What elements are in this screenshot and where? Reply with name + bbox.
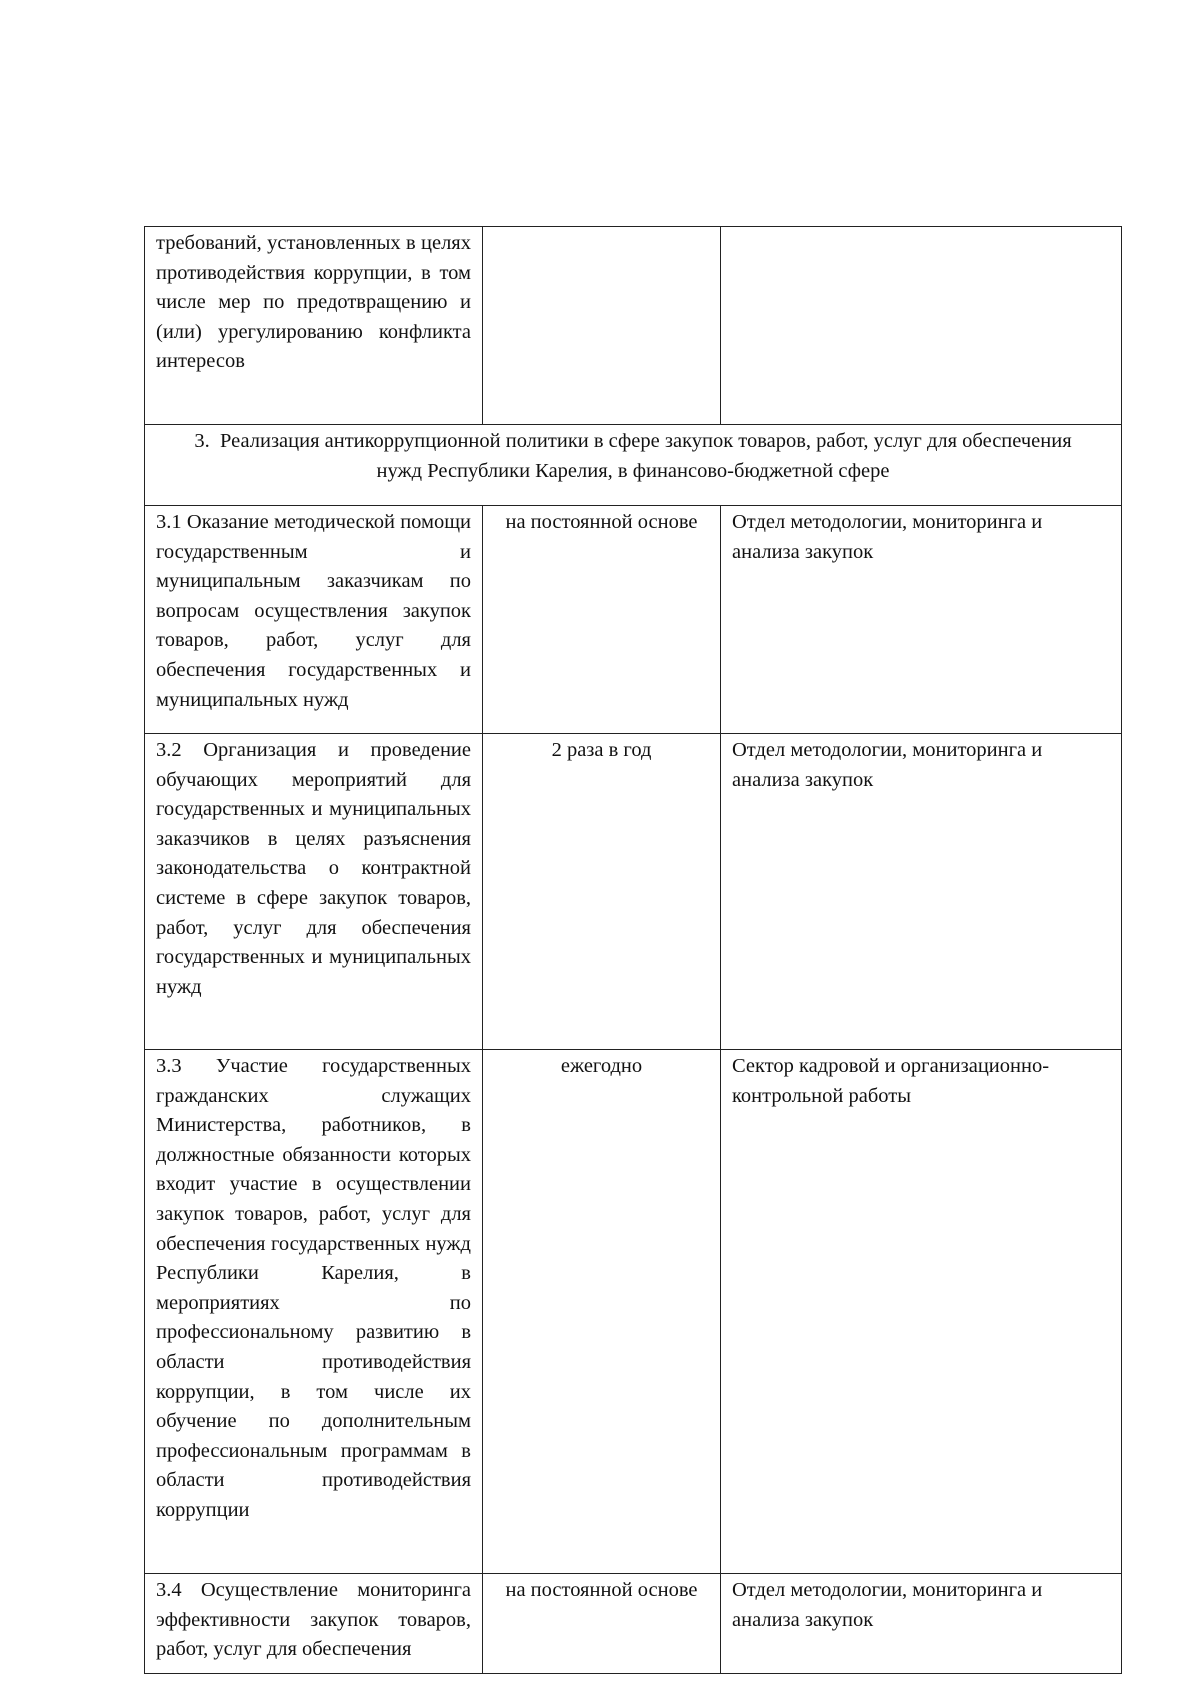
measure-cell: 3.4 Осуществление мониторинга эффективности закупок товаров, работ, услуг для обеспечения — [145, 1574, 483, 1674]
table-row — [145, 227, 1122, 425]
measure-cell: требований, установленных в целях противодействия коррупции, в том числе мер по предотвращению и (или) урегулированию конфликта интересов — [145, 227, 483, 425]
term-cell: ежегодно — [483, 1050, 721, 1574]
section-header-row — [145, 425, 1122, 506]
measures-table — [144, 226, 1122, 1674]
table-row — [145, 506, 1122, 734]
measure-cell: 3.2 Организация и проведение обучающих мероприятий для государственных и муниципальных заказчиков в целях разъяснения законодательства о контрактной системе в сфере закупок товаров, работ, услуг для обеспечения государственных и муниципальных нужд — [145, 734, 483, 1050]
table-row — [145, 734, 1122, 1050]
executor-cell — [721, 227, 1122, 425]
executor-cell: Отдел методологии, мониторинга и анализа закупок — [721, 734, 1122, 1050]
term-cell: на постоянной основе — [483, 506, 721, 734]
term-cell: 2 раза в год — [483, 734, 721, 1050]
executor-cell: Отдел методологии, мониторинга и анализа закупок — [721, 506, 1122, 734]
measure-cell: 3.1 Оказание методической помощи государственным и муниципальным заказчикам по вопросам осуществления закупок товаров, работ, услуг для обеспечения государственных и муниципальных нужд — [145, 506, 483, 734]
section-number: 3. — [194, 430, 210, 452]
measure-cell: 3.3 Участие государственных гражданских служащих Министерства, работников, в должностные обязанности которых входит участие в осуществлении закупок товаров, работ, услуг для обеспечения государственных нужд Республики Карелия, в мероприятиях по профессиональному развитию в области противодействия коррупции, в том числе их обучение по дополнительным профессиональным программам в области противодействия коррупции — [145, 1050, 483, 1574]
section-header — [145, 425, 1122, 506]
executor-cell: Отдел методологии, мониторинга и анализа закупок — [721, 1574, 1122, 1674]
table-row — [145, 1574, 1122, 1674]
table-row — [145, 1050, 1122, 1574]
term-cell — [483, 227, 721, 425]
term-cell: на постоянной основе — [483, 1574, 721, 1674]
executor-cell: Сектор кадровой и организационно-контрольной работы — [721, 1050, 1122, 1574]
section-title: Реализация антикоррупционной политики в сфере закупок товаров, работ, услуг для обеспечения нужд Республики Карелия, в финансово-бюджетной сфере — [219, 430, 1072, 482]
